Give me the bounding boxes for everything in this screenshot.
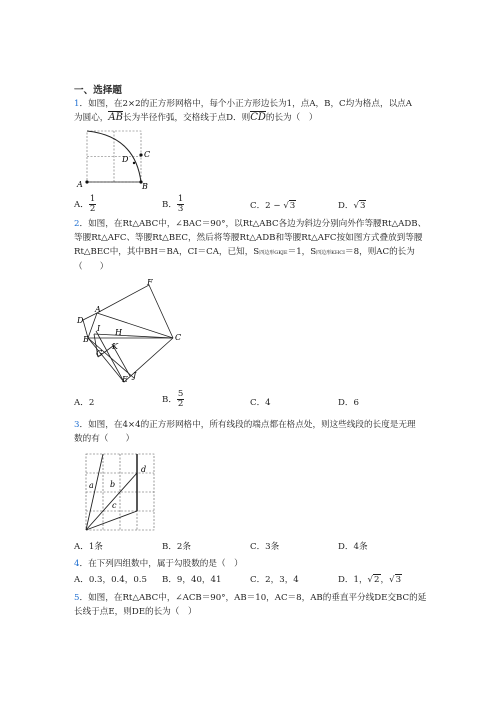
svg-text:c: c <box>112 501 117 510</box>
point-d-label: D <box>122 155 129 164</box>
q2-option-a[interactable]: A．2 <box>74 398 95 408</box>
q3-option-d[interactable]: D．4条 <box>338 542 368 552</box>
question-2-figure <box>76 278 186 386</box>
svg-text:d: d <box>141 465 147 474</box>
q2-option-d[interactable]: D．6 <box>338 398 359 408</box>
question-2-line-2: 等腰Rt△AFC、等腰Rt△BEC，然后将等腰Rt△ADB和等腰Rt△AFC按如图方式叠放到等腰 <box>74 233 423 243</box>
question-2-line-1: 2．如图，在Rt△ABC中，∠BAC＝90°，以Rt△ABC各边为斜边分别向外作等腰Rt△ADB、 <box>74 219 427 229</box>
q3-option-a[interactable]: A．1条 <box>74 542 103 552</box>
question-5-line-1: 5．如图，在Rt△ABC中，∠ACB＝90°，AB＝10，AC＝8，AB的垂直平分线DE交BC的延 <box>74 593 427 603</box>
svg-text:I: I <box>97 324 101 333</box>
section-title: 一、选择题 <box>74 85 122 96</box>
q2-option-c[interactable]: C．4 <box>250 398 271 408</box>
point-a-label: A <box>77 180 83 189</box>
q4-option-d[interactable]: D．1，√2，√3 <box>338 575 402 585</box>
question-2-line-3: Rt△BEC中，其中BH＝BA，CI＝CA，已知，S四边形GKJE＝1，S四边形KHCI＝8，则AC的长为 <box>74 247 415 257</box>
svg-text:b: b <box>110 480 116 489</box>
q1-option-c[interactable]: C．2 − √3 <box>250 201 296 211</box>
question-number: 1 <box>74 99 80 109</box>
svg-text:A: A <box>95 305 101 314</box>
svg-text:J: J <box>133 371 137 380</box>
question-2-line-4: （ ） <box>74 262 109 272</box>
svg-text:D: D <box>77 316 84 325</box>
question-1-figure <box>77 128 151 191</box>
point-c-label: C <box>144 150 151 159</box>
question-1-line-1: 1．如图，在2×2的正方形网格中，每个小正方形边长为1，点A，B，C均为格点，以点A <box>74 99 412 109</box>
svg-text:E: E <box>122 375 128 384</box>
svg-text:F: F <box>147 278 153 287</box>
svg-text:B: B <box>83 335 89 344</box>
q3-option-b[interactable]: B．2条 <box>162 542 191 552</box>
question-5-line-2: 长线于点E，则DE的长为（ ） <box>74 607 197 617</box>
svg-text:H: H <box>115 328 122 337</box>
svg-text:a: a <box>89 481 94 490</box>
q4-option-b[interactable]: B．9，40，41 <box>162 575 222 585</box>
question-4-line-1: 4．在下列四组数中，属于勾股数的是（ ） <box>74 559 243 569</box>
question-3-figure <box>84 452 156 532</box>
svg-text:C: C <box>175 333 182 342</box>
question-3-line-1: 3．如图，在4×4的正方形网格中，所有线段的端点都在格点处，则这些线段的长度是无理 <box>74 420 416 430</box>
question-1-line-2: 为圆心，AB长为半径作弧，交格线于点D．则CD的长为（ ） <box>74 112 318 123</box>
q4-option-c[interactable]: C．2，3，4 <box>250 575 299 585</box>
question-3-line-2: 数的有（ ） <box>74 434 135 444</box>
q4-option-a[interactable]: A．0.3，0.4，0.5 <box>74 575 148 585</box>
q2-option-b[interactable]: B． $\frac{5}{2}$ <box>162 389 184 409</box>
point-b-label: B <box>142 182 148 191</box>
svg-text:G: G <box>96 349 103 358</box>
q1-option-b[interactable]: B． $\frac{1}{3}$ <box>162 194 184 214</box>
q1-option-d[interactable]: D．√3 <box>338 201 366 211</box>
svg-text:K: K <box>112 342 118 351</box>
q3-option-c[interactable]: C．3条 <box>250 542 280 552</box>
q1-option-a[interactable]: A． $\frac{1}{2}$ <box>74 194 96 214</box>
